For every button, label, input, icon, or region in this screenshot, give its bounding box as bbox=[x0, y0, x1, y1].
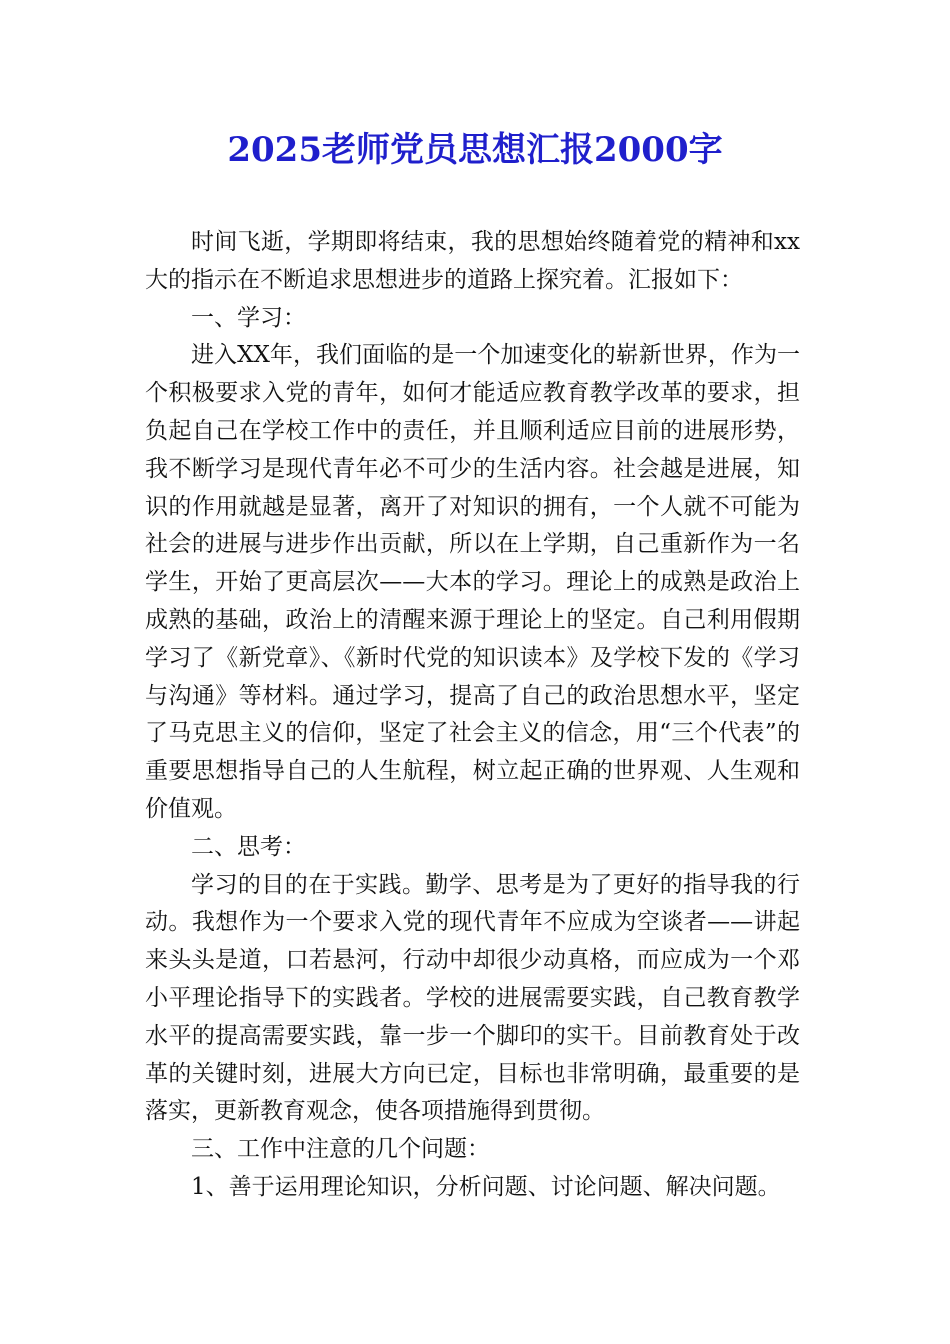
heading-work-issues: 三、工作中注意的几个问题： bbox=[191, 1136, 490, 1163]
heading-study: 一、学习： bbox=[191, 304, 306, 331]
document-title: 2025老师党员思想汇报2000字 bbox=[227, 130, 723, 170]
paragraph-thinking: 学习的目的在于实践。勤学、思考是为了更好的指导我的行动。我想作为一个要求入党的现代青年不应成为空谈者——讲起来头头是道，口若悬河，行动中却很少动真格，而应成为一个邓小平理论指导下的实践者。学校的进展需要实践，自己教育教学水平的提高需要实践，靠一步一个脚印的实干。目前教育处于改革的关键时刻，进展大方向已定，目标也非常明确，最重要的是落实，更新教育观念，使各项措施得到贯彻。 bbox=[145, 871, 800, 1125]
paragraph-intro: 时间飞逝，学期即将结束，我的思想始终随着党的精神和xx大的指示在不断追求思想进步的道路上探究着。汇报如下： bbox=[145, 229, 800, 293]
paragraph-item-1: 1、善于运用理论知识，分析问题、讨论问题、解决问题。 bbox=[191, 1173, 781, 1200]
document-body bbox=[145, 224, 800, 1207]
heading-thinking: 二、思考： bbox=[191, 833, 306, 860]
paragraph-study: 进入XX年，我们面临的是一个加速变化的崭新世界，作为一个积极要求入党的青年，如何才能适应教育教学改革的要求，担负起自己在学校工作中的责任，并且顺利适应目前的进展形势，我不断学习是现代青年必不可少的生活内容。社会越是进展，知识的作用就越是显著，离开了对知识的拥有，一个人就不可能为社会的进展与进步作出贡献，所以在上学期，自己重新作为一名学生，开始了更高层次——大本的学习。理论上的成熟是政治上成熟的基础，政治上的清醒来源于理论上的坚定。自己利用假期学习了《新党章》、《新时代党的知识读本》及学校下发的《学习与沟通》等材料。通过学习，提高了自己的政治思想水平，坚定了马克思主义的信仰，坚定了社会主义的信念，用“三个代表”的重要思想指导自己的人生航程，树立起正确的世界观、人生观和价值观。 bbox=[145, 342, 800, 822]
